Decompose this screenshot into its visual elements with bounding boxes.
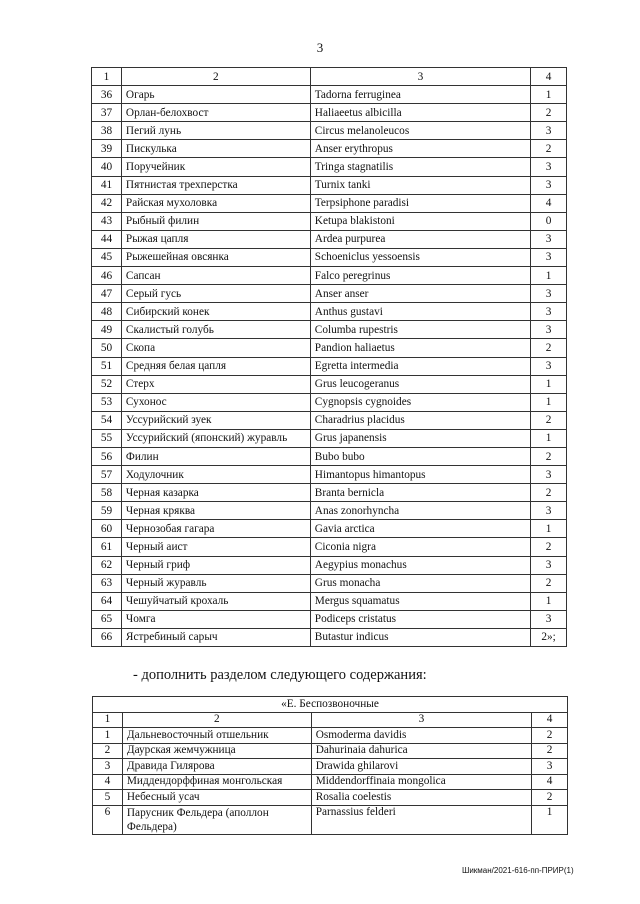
rarity-category: 2 bbox=[531, 447, 567, 465]
species-name-latin: Anser erythropus bbox=[310, 140, 530, 158]
species-name-latin: Rosalia coelestis bbox=[311, 790, 531, 806]
species-name-ru: Ходулочник bbox=[121, 466, 310, 484]
table-row bbox=[92, 484, 567, 502]
species-name-latin: Cygnopsis cygnoides bbox=[310, 393, 530, 411]
row-number: 46 bbox=[92, 267, 122, 285]
rarity-category: 1 bbox=[531, 520, 567, 538]
table-row bbox=[92, 466, 567, 484]
rarity-category: 1 bbox=[531, 393, 567, 411]
table-row bbox=[92, 104, 567, 122]
rarity-category: 4 bbox=[532, 774, 568, 790]
species-name-latin: Anser anser bbox=[310, 285, 530, 303]
species-name-ru: Чешуйчатый крохаль bbox=[121, 592, 310, 610]
species-name-latin: Anas zonorhyncha bbox=[310, 502, 530, 520]
row-number: 58 bbox=[92, 484, 122, 502]
row-number: 44 bbox=[92, 230, 122, 248]
species-name-ru: Райская мухоловка bbox=[121, 194, 310, 212]
species-name-latin: Grus leucogeranus bbox=[310, 375, 530, 393]
table-row bbox=[92, 520, 567, 538]
table-row bbox=[92, 230, 567, 248]
rarity-category: 3 bbox=[531, 466, 567, 484]
row-number: 54 bbox=[92, 411, 122, 429]
species-name-latin: Tringa stagnatilis bbox=[310, 158, 530, 176]
row-number: 66 bbox=[92, 628, 122, 646]
species-name-latin: Osmoderma davidis bbox=[311, 728, 531, 744]
species-name-ru: Уссурийский (японский) журавль bbox=[121, 429, 310, 447]
rarity-category: 0 bbox=[531, 212, 567, 230]
species-name-ru: Пятнистая трехперстка bbox=[121, 176, 310, 194]
table-row bbox=[92, 176, 567, 194]
row-number: 38 bbox=[92, 122, 122, 140]
table-row bbox=[92, 393, 567, 411]
rarity-category: 2 bbox=[531, 411, 567, 429]
species-name-ru: Серый гусь bbox=[121, 285, 310, 303]
species-name-ru: Дальневосточный отшельник bbox=[122, 728, 311, 744]
species-name-latin: Grus japanensis bbox=[310, 429, 530, 447]
table-row bbox=[92, 339, 567, 357]
table-row bbox=[92, 574, 567, 592]
species-name-ru: Рыбный филин bbox=[121, 212, 310, 230]
species-name-latin: Drawida ghilarovi bbox=[311, 759, 531, 775]
species-name-ru: Пискулька bbox=[121, 140, 310, 158]
species-name-latin: Bubo bubo bbox=[310, 447, 530, 465]
species-name-latin: Columba rupestris bbox=[310, 321, 530, 339]
rarity-category: 3 bbox=[531, 158, 567, 176]
rarity-category: 3 bbox=[531, 321, 567, 339]
row-number: 40 bbox=[92, 158, 122, 176]
species-name-latin: Aegypius monachus bbox=[310, 556, 530, 574]
table-row bbox=[92, 248, 567, 266]
species-name-ru: Филин bbox=[121, 447, 310, 465]
table-row bbox=[92, 140, 567, 158]
rarity-category: 2 bbox=[531, 140, 567, 158]
table-row bbox=[92, 556, 567, 574]
row-number: 64 bbox=[92, 592, 122, 610]
column-header: 3 bbox=[311, 712, 531, 728]
column-header: 1 bbox=[92, 68, 122, 86]
species-name-ru: Ястребиный сарыч bbox=[121, 628, 310, 646]
row-number: 3 bbox=[93, 759, 123, 775]
row-number: 60 bbox=[92, 520, 122, 538]
rarity-category: 3 bbox=[531, 502, 567, 520]
row-number: 45 bbox=[92, 248, 122, 266]
table-row bbox=[92, 628, 567, 646]
column-header: 3 bbox=[310, 68, 530, 86]
rarity-category: 2 bbox=[531, 339, 567, 357]
rarity-category: 3 bbox=[531, 230, 567, 248]
species-name-ru: Черный аист bbox=[121, 538, 310, 556]
rarity-category: 1 bbox=[531, 86, 567, 104]
species-name-ru: Поручейник bbox=[121, 158, 310, 176]
table-row bbox=[92, 538, 567, 556]
row-number: 50 bbox=[92, 339, 122, 357]
species-name-ru: Чомга bbox=[121, 610, 310, 628]
species-name-latin: Anthus gustavi bbox=[310, 303, 530, 321]
species-name-ru: Пегий лунь bbox=[121, 122, 310, 140]
column-header: 4 bbox=[532, 712, 568, 728]
species-name-ru: Уссурийский зуек bbox=[121, 411, 310, 429]
row-number: 2 bbox=[93, 743, 123, 759]
page-number: 3 bbox=[316, 40, 324, 55]
row-number: 42 bbox=[92, 194, 122, 212]
rarity-category: 2 bbox=[532, 743, 568, 759]
rarity-category: 2»; bbox=[531, 628, 567, 646]
rarity-category: 3 bbox=[531, 176, 567, 194]
species-name-ru: Рыжешейная овсянка bbox=[121, 248, 310, 266]
species-name-ru: Средняя белая цапля bbox=[121, 357, 310, 375]
species-name-ru: Черный журавль bbox=[121, 574, 310, 592]
species-name-ru: Скопа bbox=[121, 339, 310, 357]
column-header: 1 bbox=[93, 712, 123, 728]
species-name-ru: Орлан-белохвост bbox=[121, 104, 310, 122]
species-name-latin: Parnassius felderi bbox=[311, 805, 531, 834]
species-name-ru: Рыжая цапля bbox=[121, 230, 310, 248]
table-row bbox=[93, 805, 568, 834]
row-number: 49 bbox=[92, 321, 122, 339]
intro-text: - дополнить разделом следующего содержания: bbox=[133, 667, 427, 683]
rarity-category: 3 bbox=[531, 303, 567, 321]
table-row bbox=[92, 375, 567, 393]
species-name-latin: Butastur indicus bbox=[310, 628, 530, 646]
row-number: 63 bbox=[92, 574, 122, 592]
species-name-ru: Чернозобая гагара bbox=[121, 520, 310, 538]
row-number: 57 bbox=[92, 466, 122, 484]
row-number: 51 bbox=[92, 357, 122, 375]
table-row bbox=[92, 86, 567, 104]
species-name-latin: Dahurinaia dahurica bbox=[311, 743, 531, 759]
row-number: 36 bbox=[92, 86, 122, 104]
document-code: Шикман/2021-616-пп-ПРИР(1) bbox=[462, 866, 574, 875]
species-name-latin: Mergus squamatus bbox=[310, 592, 530, 610]
species-name-latin: Branta bernicla bbox=[310, 484, 530, 502]
species-name-latin: Haliaeetus albicilla bbox=[310, 104, 530, 122]
section-title: «Е. Беспозвоночные bbox=[93, 697, 568, 713]
species-name-latin: Middendorffinaia mongolica bbox=[311, 774, 531, 790]
table-row bbox=[92, 122, 567, 140]
column-header: 2 bbox=[121, 68, 310, 86]
species-name-latin: Grus monacha bbox=[310, 574, 530, 592]
species-name-latin: Falco peregrinus bbox=[310, 267, 530, 285]
rarity-category: 3 bbox=[531, 357, 567, 375]
species-name-ru: Сибирский конек bbox=[121, 303, 310, 321]
table-row bbox=[92, 357, 567, 375]
species-name-ru: Парусник Фельдера (аполлон Фельдера) bbox=[122, 805, 311, 834]
species-name-latin: Terpsiphone paradisi bbox=[310, 194, 530, 212]
table-row bbox=[92, 447, 567, 465]
species-table-birds bbox=[91, 67, 567, 647]
rarity-category: 3 bbox=[532, 759, 568, 775]
species-name-latin: Ardea purpurea bbox=[310, 230, 530, 248]
species-name-ru: Черная кряква bbox=[121, 502, 310, 520]
row-number: 47 bbox=[92, 285, 122, 303]
table-row bbox=[93, 774, 568, 790]
row-number: 59 bbox=[92, 502, 122, 520]
species-name-latin: Ciconia nigra bbox=[310, 538, 530, 556]
section-title-row bbox=[93, 697, 568, 713]
rarity-category: 2 bbox=[531, 574, 567, 592]
row-number: 61 bbox=[92, 538, 122, 556]
species-table-invertebrates bbox=[92, 696, 568, 835]
species-name-latin: Podiceps cristatus bbox=[310, 610, 530, 628]
rarity-category: 3 bbox=[531, 556, 567, 574]
header-row bbox=[92, 68, 567, 86]
row-number: 52 bbox=[92, 375, 122, 393]
row-number: 6 bbox=[93, 805, 123, 834]
species-name-ru: Даурская жемчужница bbox=[122, 743, 311, 759]
species-name-latin: Ketupa blakistoni bbox=[310, 212, 530, 230]
table-row bbox=[93, 759, 568, 775]
rarity-category: 3 bbox=[531, 248, 567, 266]
species-name-ru: Миддендорффиная монгольская bbox=[122, 774, 311, 790]
species-name-latin: Gavia arctica bbox=[310, 520, 530, 538]
species-name-latin: Charadrius placidus bbox=[310, 411, 530, 429]
species-name-ru: Черный гриф bbox=[121, 556, 310, 574]
table-row bbox=[92, 321, 567, 339]
species-name-latin: Pandion haliaetus bbox=[310, 339, 530, 357]
species-name-ru: Сапсан bbox=[121, 267, 310, 285]
row-number: 48 bbox=[92, 303, 122, 321]
rarity-category: 3 bbox=[531, 122, 567, 140]
table-row bbox=[93, 743, 568, 759]
row-number: 56 bbox=[92, 447, 122, 465]
table-row bbox=[92, 303, 567, 321]
species-name-ru: Небесный усач bbox=[122, 790, 311, 806]
rarity-category: 1 bbox=[531, 429, 567, 447]
table-row bbox=[92, 212, 567, 230]
rarity-category: 2 bbox=[531, 484, 567, 502]
species-name-ru: Скалистый голубь bbox=[121, 321, 310, 339]
species-name-ru: Сухонос bbox=[121, 393, 310, 411]
table-row bbox=[92, 429, 567, 447]
rarity-category: 1 bbox=[531, 267, 567, 285]
species-name-ru: Огарь bbox=[121, 86, 310, 104]
table-row bbox=[92, 158, 567, 176]
species-name-latin: Egretta intermedia bbox=[310, 357, 530, 375]
rarity-category: 4 bbox=[531, 194, 567, 212]
rarity-category: 2 bbox=[531, 538, 567, 556]
rarity-category: 3 bbox=[531, 610, 567, 628]
row-number: 43 bbox=[92, 212, 122, 230]
header-row bbox=[93, 712, 568, 728]
row-number: 41 bbox=[92, 176, 122, 194]
species-name-latin: Tadorna ferruginea bbox=[310, 86, 530, 104]
row-number: 39 bbox=[92, 140, 122, 158]
species-name-ru: Черная казарка bbox=[121, 484, 310, 502]
species-name-ru: Стерх bbox=[121, 375, 310, 393]
rarity-category: 2 bbox=[532, 728, 568, 744]
table-row bbox=[92, 267, 567, 285]
row-number: 53 bbox=[92, 393, 122, 411]
rarity-category: 1 bbox=[532, 805, 568, 834]
rarity-category: 2 bbox=[531, 104, 567, 122]
row-number: 1 bbox=[93, 728, 123, 744]
table-row bbox=[92, 285, 567, 303]
table-row bbox=[92, 610, 567, 628]
table-row bbox=[93, 728, 568, 744]
row-number: 55 bbox=[92, 429, 122, 447]
rarity-category: 1 bbox=[531, 375, 567, 393]
rarity-category: 3 bbox=[531, 285, 567, 303]
row-number: 65 bbox=[92, 610, 122, 628]
table-row bbox=[93, 790, 568, 806]
row-number: 37 bbox=[92, 104, 122, 122]
row-number: 62 bbox=[92, 556, 122, 574]
rarity-category: 2 bbox=[532, 790, 568, 806]
species-name-latin: Schoeniclus yessoensis bbox=[310, 248, 530, 266]
table-row bbox=[92, 592, 567, 610]
table-row bbox=[92, 502, 567, 520]
species-name-latin: Himantopus himantopus bbox=[310, 466, 530, 484]
rarity-category: 1 bbox=[531, 592, 567, 610]
table-row bbox=[92, 194, 567, 212]
column-header: 2 bbox=[122, 712, 311, 728]
row-number: 4 bbox=[93, 774, 123, 790]
species-name-latin: Turnix tanki bbox=[310, 176, 530, 194]
column-header: 4 bbox=[531, 68, 567, 86]
table-row bbox=[92, 411, 567, 429]
row-number: 5 bbox=[93, 790, 123, 806]
species-name-latin: Circus melanoleucos bbox=[310, 122, 530, 140]
species-name-ru: Дравида Гилярова bbox=[122, 759, 311, 775]
